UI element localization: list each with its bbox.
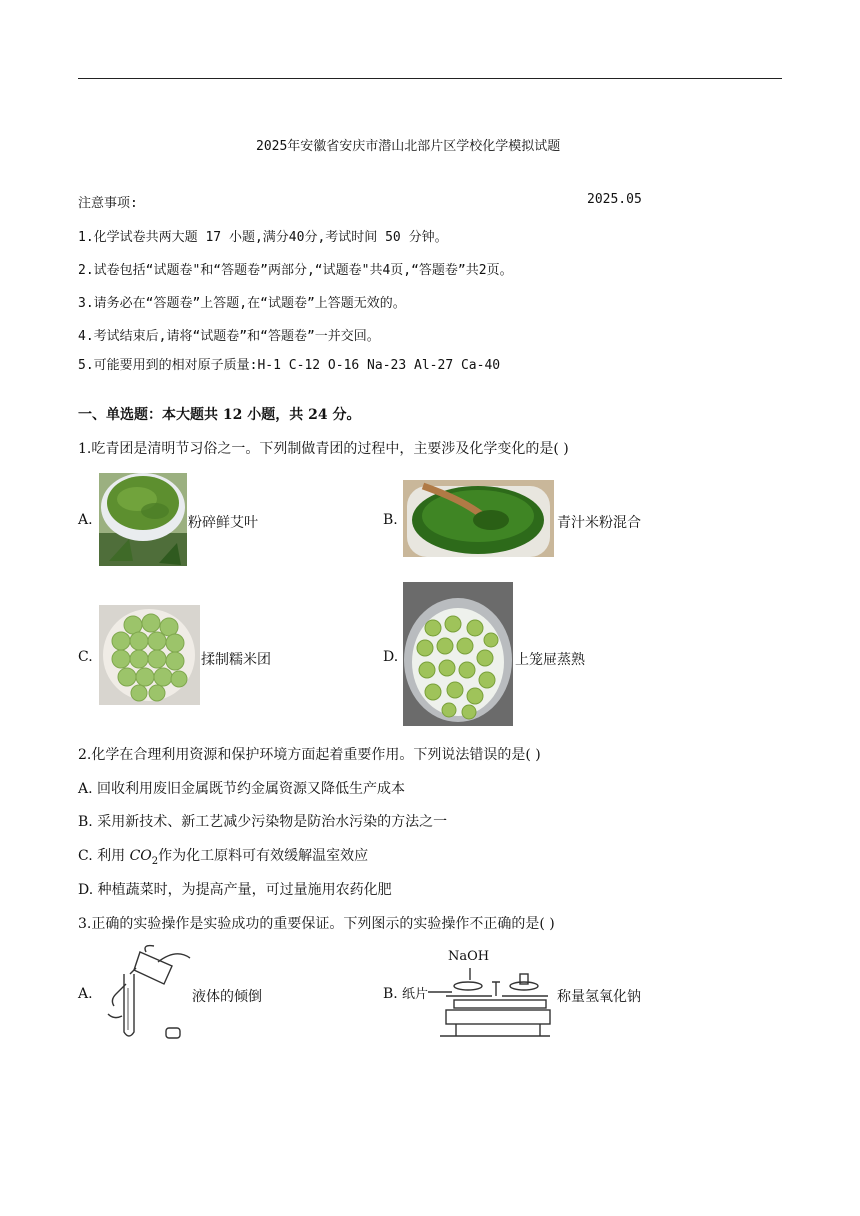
notice-item: 2.试卷包括“试题卷"和“答题卷”两部分,“试题卷"共4页,“答题卷”共2页。: [78, 263, 513, 278]
question-2-stem: 2.化学在合理利用资源和保护环境方面起着重要作用。下列说法错误的是( ): [78, 747, 541, 763]
header-rule: [78, 78, 782, 79]
notice-item: 3.请务必在“答题卷”上答题,在“试题卷”上答题无效的。: [78, 296, 406, 311]
question-1-stem: 1.吃青团是清明节习俗之一。下列制做青团的过程中，主要涉及化学变化的是( ): [78, 441, 569, 457]
naoh-label: NaOH: [448, 949, 490, 964]
liquid-pouring-figure: [100, 944, 192, 1044]
q2-option-d[interactable]: D. 种植蔬菜时，为提高产量，可过量施用农药化肥: [78, 882, 392, 898]
q1-option-a-letter[interactable]: A.: [78, 512, 93, 528]
q1-option-a-text: 粉碎鲜艾叶: [188, 515, 258, 531]
notice-label: 注意事项:: [78, 196, 138, 211]
exam-date: 2025.05: [587, 192, 642, 207]
q3-option-a-letter[interactable]: A.: [78, 986, 93, 1002]
q2-option-a[interactable]: A. 回收利用废旧金属既节约金属资源又降低生产成本: [78, 781, 406, 797]
q2-option-c[interactable]: C. 利用 $CO_2$作为化工原料可有效缓解温室效应: [78, 848, 369, 867]
section-heading: 一、单选题：本大题共 12 小题，共 24 分。: [78, 407, 361, 423]
q1-option-c-letter[interactable]: C.: [78, 649, 93, 665]
ground-mugwort-image: [99, 473, 187, 566]
notice-item: 5.可能要用到的相对原子质量:H-1 C-12 O-16 Na-23 Al-27 Ca-40: [78, 358, 501, 373]
q1-option-d-text: 上笼屉蒸熟: [515, 652, 585, 668]
q3-option-a-text: 液体的倾倒: [192, 989, 262, 1005]
q1-option-c-text: 揉制糯米团: [201, 652, 271, 668]
q3-option-b-text: 称量氢氧化钠: [557, 989, 641, 1005]
question-3-stem: 3.正确的实验操作是实验成功的重要保证。下列图示的实验操作不正确的是( ): [78, 916, 555, 932]
q3-option-b-letter[interactable]: B.: [383, 986, 398, 1002]
rice-balls-image: [99, 605, 200, 705]
notice-item: 4.考试结束后,请将“试题卷”和“答题卷”一并交回。: [78, 329, 380, 344]
page-title: 2025年安徽省安庆市潜山北部片区学校化学模拟试题: [256, 139, 561, 154]
q1-option-b-letter[interactable]: B.: [383, 512, 398, 528]
q1-option-d-letter[interactable]: D.: [383, 649, 399, 665]
q1-option-b-text: 青汁米粉混合: [557, 515, 641, 531]
notice-item: 1.化学试卷共两大题 17 小题,满分40分,考试时间 50 分钟。: [78, 230, 448, 245]
balance-figure: [400, 946, 554, 1038]
q2-option-b[interactable]: B. 采用新技术、新工艺减少污染物是防治水污染的方法之一: [78, 814, 448, 830]
steamer-image: [403, 582, 513, 726]
paper-label: 纸片: [402, 987, 429, 1002]
green-juice-image: [403, 480, 554, 557]
